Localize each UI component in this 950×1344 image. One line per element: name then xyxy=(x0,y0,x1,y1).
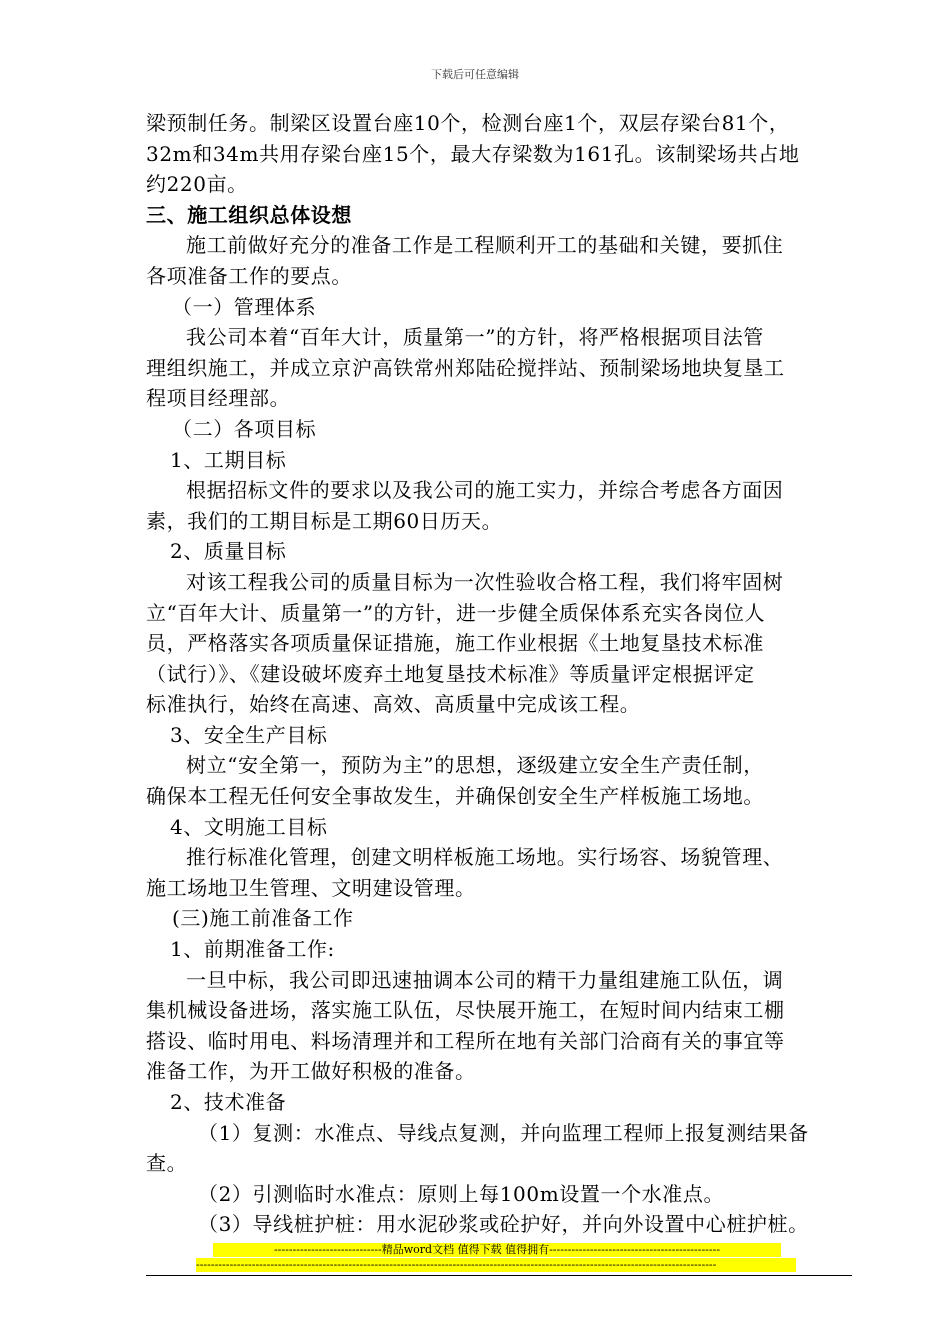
section-heading: 三、施工组织总体设想 xyxy=(146,202,352,227)
text-line: 立“百年大计、质量第一”的方针，进一步健全质保体系充实各岗位人 xyxy=(146,600,766,625)
text-line: 员，严格落实各项质量保证措施，施工作业根据《土地复垦技术标准 xyxy=(146,631,764,656)
text-line: （3）导线桩护桩：用水泥砂浆或砼护好，并向外设置中心桩护桩。 xyxy=(198,1212,809,1237)
text-line: 2、技术准备 xyxy=(170,1090,287,1114)
text-line: 查。 xyxy=(146,1151,188,1176)
text-line: 1、工期目标 xyxy=(170,447,287,472)
text-line: 准备工作，为开工做好积极的准备。 xyxy=(146,1059,476,1084)
text-line: 对该工程我公司的质量目标为一次性验收合格工程，我们将牢固树 xyxy=(186,569,784,594)
text-line: 施工场地卫生管理、文明建设管理。 xyxy=(146,875,476,900)
footer-banner-line-1: -----------------------------精品word文档 值得下载 值得拥有---------------------------------------------- xyxy=(213,1243,781,1257)
text-line: （1）复测：水准点、导线点复测，并向监理工程师上报复测结果备 xyxy=(198,1120,809,1145)
text-line: 一旦中标，我公司即迅速抽调本公司的精干力量组建施工队伍，调 xyxy=(186,967,784,992)
footer-divider xyxy=(146,1275,852,1276)
text-line: （一）管理体系 xyxy=(172,294,317,319)
text-line: 约220亩。 xyxy=(146,172,248,197)
text-line: 3、安全生产目标 xyxy=(170,722,328,747)
text-line: 各项准备工作的要点。 xyxy=(146,263,352,288)
text-line: 树立“安全第一，预防为主”的思想，逐级建立安全生产责任制， xyxy=(186,753,764,778)
text-line: 32m和34m共用存梁台座15个，最大存梁数为161孔。该制梁场共占地 xyxy=(146,141,800,166)
text-line: 梁预制任务。制梁区设置台座10个，检测台座1个，双层存梁台81个， xyxy=(146,111,790,135)
text-line: 确保本工程无任何安全事故发生，并确保创安全生产样板施工场地。 xyxy=(146,784,764,809)
text-line: 集机械设备进场，落实施工队伍，尽快展开施工，在短时间内结束工棚 xyxy=(146,998,785,1023)
text-line: （2）引测临时水准点：原则上每100m设置一个水准点。 xyxy=(198,1181,725,1206)
page-header: 下载后可任意编辑 xyxy=(431,68,519,81)
text-line: 理组织施工，并成立京沪高铁常州郑陆砼搅拌站、预制梁场地块复垦工 xyxy=(146,355,785,380)
text-line: (三)施工前准备工作 xyxy=(172,906,354,931)
text-line: 标准执行，始终在高速、高效、高质量中完成该工程。 xyxy=(146,692,641,717)
text-line: （二）各项目标 xyxy=(172,416,317,441)
text-line: （试行）》、《建设破坏废弃土地复垦技术标准》等质量评定根据评定 xyxy=(146,661,755,686)
text-line: 推行标准化管理，创建文明样板施工场地。实行场容、场貌管理、 xyxy=(186,845,784,870)
text-line: 我公司本着“百年大计，质量第一”的方针，将严格根据项目法管 xyxy=(186,325,764,350)
text-line: 2、质量目标 xyxy=(170,539,287,564)
text-line: 素，我们的工期目标是工期60日历天。 xyxy=(146,508,503,533)
text-line: 4、文明施工目标 xyxy=(170,814,328,839)
text-line: 根据招标文件的要求以及我公司的施工实力，并综合考虑各方面因 xyxy=(186,478,784,503)
text-line: 1、前期准备工作: xyxy=(170,937,335,962)
footer-banner-line-2: -------------------------------------------------------------------------------------------------------------------------------------------- xyxy=(196,1258,796,1272)
document-body xyxy=(146,108,852,1240)
text-line: 施工前做好充分的准备工作是工程顺利开工的基础和关键，要抓住 xyxy=(186,233,784,258)
text-line: 程项目经理部。 xyxy=(146,386,291,411)
text-line: 搭设、临时用电、料场清理并和工程所在地有关部门洽商有关的事宜等 xyxy=(146,1028,785,1053)
